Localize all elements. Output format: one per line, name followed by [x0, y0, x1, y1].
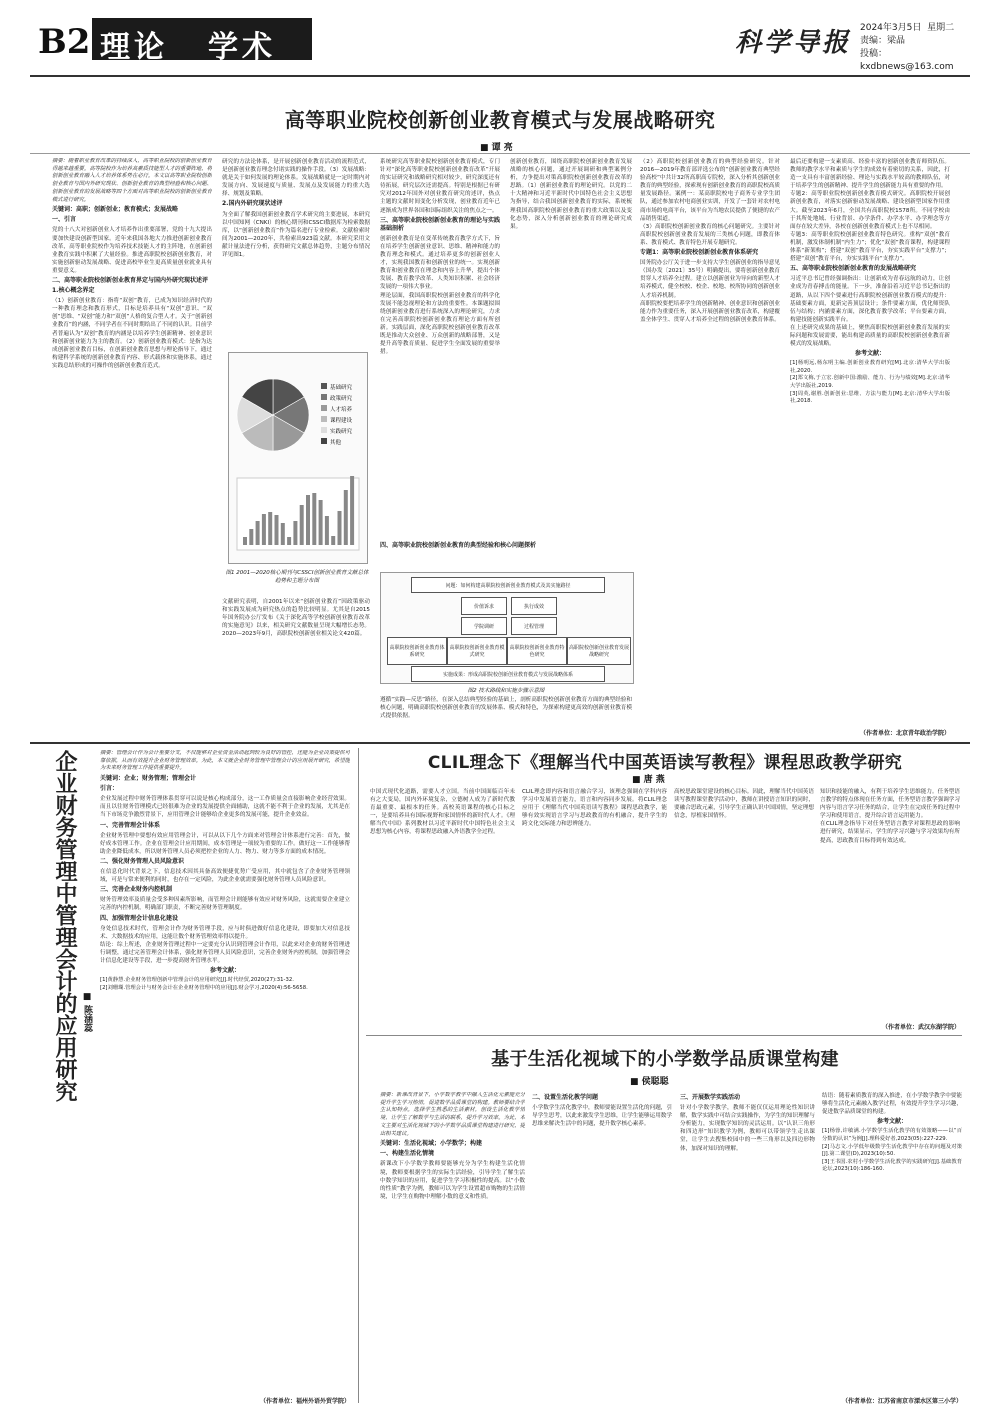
article1-ref-1: [1]杨明远,杨东明主编.创新创业教育研究[M].北京:清华大学出版社,2020. — [790, 360, 950, 374]
article4-p3: 针对小学数学教学，教师不能仅仅运用理论性知识讲解，数学实践中可结合实践操作，为学生的知识理解与分析能力，实现数学知识的灵活运用。以“认识三角形和四边形”知识教学为例，教师可以带领学生走出课堂，让学生去搜集校园中的一些三角形以及四边形物体，加深对知识的理解。 — [680, 1105, 815, 1152]
article1-sec2: 二、高等职业院校创新创业教育界定与国内外研究现状述评 — [52, 276, 209, 284]
article2-intro: 企业发展过程中财务管理体系贯穿可以说是核心构成部分，这一工作质量会直接影响企业经营效果。而且以往财务管理模式已经很难为企业的发展提供全面辅助，这就不能不利于企业的发展，尤其是在当下市场竞争激烈背景下，应用管理会计能够给企业更多的发展可能，提升企业效益。 — [100, 796, 350, 819]
article1-p12: （3）高职院校创新创业教育的核心问题研究。主要针对高职院校创新创业教育发展的三类核心问题，即教育体系、教育模式、教育特色开展专题研究。 — [640, 223, 780, 246]
article1-p6: 系统研究高等职业院校创新创业教育模式，专门针对“深化高等职业院校创新创业教育改革”开展的实证研究和战略研究相对较少，研究深度还有待拓展，研究层次还需提高。特别是根据已有研究对2012年国外对创业教育研究的述评，热点主题的文献时间变化分析发现，创业教育近年已逐渐成为世界各国和国际组织关注的焦点之一。 — [380, 159, 500, 214]
article4-footer: （作者单位：江苏省南京市溧水区第三小学） — [841, 1398, 962, 1405]
article3-title: CLIL理念下《理解当代中国英语读写教程》课程思政教学研究 — [427, 753, 903, 773]
page-header — [30, 12, 970, 74]
article4-ref-3: [3]王书国.农村小学数学生活化教学的实践研究[J].基础教育论坛,2023(10):186-160. — [822, 1158, 962, 1173]
article2-p3: 财务管理效率及质量会受多种因素所影响，而管理会计则能够有效应对财务风险，这就需要企业建立完善的内控机制，明确部门职责，不断完善财务管理制度。 — [100, 897, 350, 912]
figure1-bar — [338, 511, 342, 545]
figure1-caption: 图1 2001—2020核心期刊与CSSCI创新创业教育文献总体趋势和主题分布图 — [225, 570, 369, 584]
article1-refs-title: 参考文献： — [854, 350, 885, 358]
figure1-legend-swatch — [321, 427, 327, 433]
figure1-bar — [306, 495, 310, 545]
article1-p16: 专题2：高等职业院校创新创业教育模式研究。高职院校开展创新创业教育，对落实创新驱动发展战略、建设创新型国家作用重大。截至2023年6月，全国共有高职院校1578所。不同学校由于其所处地域、行业背景、办学条件、办学水平、办学理念等方面存在较大差异，各校在创新创业教育模式上也不尽相同。 — [790, 191, 950, 230]
masthead-logo: 科学导报 — [735, 28, 852, 58]
article1-author: ■ 谭 亮 — [480, 143, 513, 153]
article1-p19: 在上述研究成果的基础上，聚焦高职院校创新创业教育发展的实际问题和发展需要，能出构建高质量的高职院校创新创业教育新模式的发展战略。 — [790, 324, 950, 348]
article4-ref-1: [1]杨蓉,许敏满.小学数学生活化教学的有效策略——以“百分数的认识”为例[J].理科爱好者,2023(05):227-229. — [822, 1128, 962, 1142]
article4-col3 — [680, 1092, 815, 1402]
article1-p4: 为全面了解我国创新创业教育学术研究的主要进展，本研究以中国知网（CNKI）的核心期刊和CSSCI数据库为检索数据库，以“创新创业教育”作为篇名进行专业检索。文献检索时间为2001—2020年，共检索出923篇文献。本研究采用文献计量法进行分析，获得研究文献总体趋势，主题分布情况详见图1。 — [222, 211, 370, 259]
figure1-legend-swatch — [321, 405, 327, 411]
article4-col4 — [822, 1092, 962, 1394]
article3-col3 — [674, 788, 814, 1018]
article3-p5: 在CLIL理念指导下对任务型语言教学对课程思政的影响进行研究，结果显示，学生的学习兴趣与学习效果均有所提高，思政教育目标得到有效达成。 — [820, 821, 960, 844]
figure2 — [380, 572, 634, 684]
article1-col4 — [510, 158, 632, 538]
article1-title: 高等职业院校创新创业教育模式与发展战略研究 — [284, 108, 716, 132]
article2-body — [100, 750, 350, 1398]
article4-abstract: 摘要：新课改背景下，小学数学教学中融入生活化元素能充分提升学生学习热情，促进数学品质课堂的构建。教师要结合学生认知特点，选择学生熟悉的生活素材，创设生活化教学情境，让学生了解数学与生活的联系，提升学习效率。为此，本文主要对生活化视域下的小学数学品质课堂构建进行研究，提出相关建议。 — [380, 1092, 525, 1137]
article3-col2 — [522, 788, 667, 1018]
article4-keywords: 关键词：生活化视域；小学数学；构建 — [380, 1140, 483, 1148]
figure2-box-7: 高职院校创新创业教育特色研究 — [507, 637, 567, 665]
figure2-caption: 图2 技术路线和实施步骤示意图 — [467, 688, 545, 694]
article2-refs-title: 参考文献： — [209, 967, 240, 975]
figure1-legend-label: 其他 — [330, 440, 342, 446]
figure1-bar — [268, 512, 272, 545]
article2-author — [80, 992, 94, 1032]
figure1-legend-swatch — [321, 383, 327, 389]
article1-col6 — [790, 158, 950, 678]
article1-p8: 理论层面，我国高职院校创新创业教育的科学化发展不能忽视理论和方法的重要性。本课题拟围绕创新创业教育进行系统深入的理论研究，力求在完善高职院校创新创业教育理论方面有所创新。实践层面，深化高职院校创新创业教育改革既是推动大众创业、万众创新的战略部署，又是提升高等教育质量、促进学生全面发展的重要举措。 — [380, 292, 500, 356]
article2-footer: （作者单位：福州外语外贸学院） — [259, 1398, 350, 1405]
article3-p2: CLIL理念即内容和语言融合学习，该理念强调在学科内容学习中发展语言能力，语言和内容同步发展。将CLIL理念应用于《理解当代中国英语读写教程》课程思政教学，能够有效实现语言学习与思政教育的有机融合，提升学生的跨文化交际能力和思辨能力。 — [522, 789, 667, 828]
figure1-legend-label: 政策研究 — [330, 396, 353, 402]
figure1-bar — [256, 521, 260, 545]
article3-p4: 知识和技能的融入，有利于培养学生思维能力。任务型语言教学的特点体现在任务方面，任务型语言教学强调学习内容与语言学习任务的结合，让学生在完成任务的过程中学习和使用语言，提升综合语言运用能力。 — [820, 789, 960, 820]
article3-p3: 高校思政课堂建设的核心目标。因此，理解当代中国英语读写教程课堂教学活动中，教师在讲授语言知识的同时，要融合思政元素，引导学生正确认识中国国情，坚定理想信念，厚植家国情怀。 — [674, 789, 814, 820]
article1-col1 — [52, 158, 212, 738]
figure1-bar — [350, 476, 354, 545]
article4-author: ■ 侯聪聪 — [630, 1077, 669, 1087]
article1-sec4: 四、高等职业院校创新创业教育的典型经验和核心问题探析 — [380, 542, 537, 549]
article1-p10: 创新创业教育，围绕高职院校创新创业教育发展战略的核心问题，通过开展调研和典型案例分析，力争提出对策高职院校创新创业教育改革的思路。（1）创新创业教育的理论研究。以党的二十大精神和习近平新时代中国特色社会主义思想为指导，结合我国创新创业教育的实际，系统梳理我国高职院校创新创业教育的重大政策以及变化态势，深入分析创新创业教育的理论研究成果。 — [510, 159, 632, 230]
article1-sec3: 三、高等职业院校创新创业教育的理论与实践基础剖析 — [380, 216, 500, 232]
article2-intro-title: 引言： — [100, 785, 119, 793]
article2-sec4: 四、加强管理会计信息化建设 — [100, 914, 179, 922]
article4-conclusion: 结语：随着素质教育的深入推进，在小学数学教学中要能够将生活化元素融入教学过程，有效提升学生学习兴趣，促进数学品质课堂的构建。 — [822, 1093, 962, 1116]
article1-col3c — [380, 696, 632, 740]
figure1-legend-label: 课程建设 — [330, 418, 353, 424]
section-title-tail: 学术 — [208, 30, 276, 65]
article4-col1 — [380, 1092, 525, 1402]
article4-ref-2: [2]马志文.小学低年级数学生活化教学中存在的问题及对策[J].第二课堂(D),2023(10):50. — [822, 1143, 962, 1158]
article1-sec1: 一、引言 — [52, 216, 77, 224]
article3-4-rule — [366, 1035, 962, 1036]
article1-sec5-intro: 专题1：高等职业院校创新创业教育体系研究 — [640, 249, 759, 257]
article2-p2: 在信息化时代背景之下，信息技术因其具备高效便捷优势广受应用，其中就包含了企业财务管理领域，可是与常来便利的同时，也存在一定风险，为此企业就需要强化财务管理人员风险意识。 — [100, 869, 350, 884]
figure1-bar — [293, 521, 297, 545]
figure1-bar — [275, 515, 279, 545]
article2-ref-1: [1]黄静慧.企业财务管理创新中管理会计的应用研究[J].时代经贸,2020(27):31-32. — [100, 977, 294, 984]
figure2-box-1: 价值诉求 — [461, 597, 507, 615]
figure1-pie — [237, 379, 309, 451]
article1-rule — [30, 153, 970, 154]
article2-sec1: 一、完善管理会计体系 — [100, 821, 161, 829]
header-rule — [30, 75, 970, 77]
article1-p17: 专题3：高等职业院校创新创业教育特色研究。重构“双创”教育机制，激发体制机制“内生力”；优化“双创”教育课程，构建课程体系“新架构”；搭建“双创”教育平台，夯实实践平台“支撑力”；搭建“双创”教育平台，夯实实践平台“支撑力”。 — [790, 231, 950, 263]
article4-p1: 新课改下小学数学教师要能够充分为学生构建生活化情境，教师要根据学生的实际生活经验，引导学生了解生活中数学知识的应用，促进学生学习积极性的提高。以“小数的性质”教学为例，教师可以为学生设置超市购物的生活情境，让学生在购物中理解小数的意义和性质。 — [380, 1161, 525, 1200]
article1-p1: 党的十八大对创新创业人才培养作出重要部署，党的十九大提出要加快建设创新型国家。近年来我国各地大力推进创新创业教育改革，高等职业院校作为培养技术技能人才的主阵地，在创新创业教育实践中积累了大量经验。推进高职院校创新创业教育，对实施创新驱动发展战略、促进高校毕业生更高质量创业就业具有重要意义。 — [52, 227, 212, 274]
article1-p13: 国务院办公厅关于进一步支持大学生创新创业的指导意见（国办发〔2021〕35号）明确提出，要将创新创业教育贯穿人才培养全过程。建立以创新创业为导向的新型人才培养模式，健全校校、校企、校地、校所协同的创新创业人才培养机制。 — [640, 260, 780, 299]
article3-col1 — [370, 788, 515, 1018]
article4-title: 基于生活化视域下的小学数学品质课堂构建 — [491, 1049, 839, 1070]
article2-sec3: 三、完善企业财务内控机制 — [100, 886, 173, 894]
article3-col4 — [820, 788, 960, 1018]
figure1-legend — [321, 383, 353, 446]
article2-title — [32, 750, 78, 1160]
article2-keywords: 关键词：企业；财务管理；管理会计 — [100, 775, 197, 783]
figure1-legend-swatch — [321, 394, 327, 400]
figure1-bar — [281, 523, 285, 545]
article1-p3: 研究的方法论体系，是开展创新创业教育活动的流程范式，是创新创业教育理念付诸实践的操作手段。（3）发展战略：就是关于如何发展的理论体系。发展战略就是一定时期内对发展方向、发展速度与质量、发展点及发展能力的重大选择、规划及策略。 — [222, 159, 370, 198]
editor-line: 责编：梁晶 — [860, 36, 906, 46]
figure1-bar — [287, 537, 291, 545]
article2-author-text: ■ 陈涵蕊 — [82, 992, 92, 1033]
article1-p7: 创新创业教育是在变革传统教育教学方式下，旨在培养学生创新创业意识、思维、精神和能力的教育理念和模式。通过培养更多的创新创业人才，实现我国教育和创新创业的统一。实现创新教育和创业教育在理念和内容上升华，提出个体发展、教育教学改革、人类知识积累、社会经济发展的一项伟大事业。 — [380, 235, 500, 291]
article4-col2 — [532, 1092, 672, 1402]
article3-p1: 中国式现代化道路，需要人才立国。当前中国面临百年未有之大变局，国内外环境复杂，立德树人成为了新时代教育最重要、最根本的任务。高校英语课程的核心目标之一，是要培养具有国际视野和家国情怀的新时代人才。《理解当代中国》系列教材以习近平新时代中国特色社会主义思想为核心内容，将课程思政融入外语教学全过程。 — [370, 789, 515, 836]
figure2-bottom-label: 实施成果：形成高职院校创新创业教育模式与发展战略体系 — [411, 666, 605, 682]
figure1-bar — [249, 529, 253, 545]
article1-ref-3: [3]周英,谢胜.创新创业:思维、方法与能力[M].北京:清华大学出版社,2018. — [790, 390, 950, 405]
figure1-legend-label: 基础研究 — [330, 385, 353, 391]
mid-rule — [30, 742, 970, 744]
weekday: 星期二 — [927, 23, 955, 33]
article1-p2: （1）创新创业教育：指将“双创”教育，已成为知识经济时代的一种教育理念和教育形式，目标是培养具有“双创”意识、“双创”思维、“双创”能力和“双创”人格的复合型人才。关于“创新创业教育”的内涵，不同学者在不同时期给出了不同的认识。目前学者普遍认为“双创”教育的内涵是以培养学生创新精神、创业意识和创新创业能力为主的教育。（2）创新创业教育模式：是指为达成创新创业教育目标，在创新创业教育思想与理论指导下，通过构建科学系统的创新创业教育内容、形式载体和实施体系，通过实践总结形成的可操作的创新创业教育范式。 — [52, 298, 212, 369]
header-meta — [860, 22, 980, 72]
article2-conclusion: 结论：综上所述，企业财务管理过程中一定要充分认识到管理会计作用，以此来对企业的财务管理进行调整，通过完善管理会计体系，强化财务管理人员风险意识，完善企业财务内控机制，加强管理会计信息化建设等手段，进一步提高财务管理水平。 — [100, 941, 350, 964]
page-code: B2 — [38, 22, 91, 62]
figure2-top-label: 问题：如何构建高职院校创新创业教育模式及其实施路径 — [411, 577, 605, 593]
article2-title-text: 企业财务管理中管理会计的应用研究 — [52, 750, 78, 1102]
article1-sec6: 五、高等职业院校创新创业教育的发展战略研究 — [790, 265, 917, 273]
article1-abstract: 摘要：随着职业教育改革的持续深入，高等职业院校的创新创业教育得越来越重要。高等院校作为培养高素质技能型人才的重要阵地，将创新创业教育融入人才培养体系势在必行。本文以高等职业院校创新创业教育与国内外研究现状、创新创业教育的典型经验和核心问题、创新创业教育的发展战略等四个方面对高等职业院校的创新创业教育模式进行研究。 — [52, 158, 212, 203]
article2-abstract: 摘要：管理会计作为会计重要分支，不仅能够对企业资金活动起到较为良好的管控，还能为企业决策提供可靠依据，从而有效提升企业财务管理效率。为此，本文就企业财务管理中管理会计的应用展开研究，希望能为未来财务管理工作提供重要提升。 — [100, 750, 350, 772]
figure1-bar — [300, 505, 304, 545]
article2-p1: 企业财务管理中要想有效应用管理会计，可以从以下几个方面来对管理会计体系进行完善：首先，做好成本管理工作。企业在管理会计应用期间，成本管理是一项较为重要的工作。做好这一工作能够帮助企业降低成本，所以财务管理人员必须把控企业的人力、物力、财力等多方面的成本情况。 — [100, 832, 350, 855]
figure2-box-3: 学院调研 — [461, 617, 507, 635]
figure2-box-2: 执行成效 — [511, 597, 557, 615]
figure1-chart — [229, 353, 367, 563]
figure1-bar — [344, 490, 348, 545]
figure1-bar — [331, 536, 335, 545]
article4-sec2: 二、设置生活化教学问题 — [532, 1094, 599, 1101]
article2-p4: 身处信息技术时代，管理会计作为财务管理手段，应与时俱进做好信息化建设，即要加大对信息技术、大数据技术的应用，这能让数个财务管理效率得以提升。 — [100, 925, 350, 940]
article1-p15: 最后还要构建一支素质高、经验丰富的创新创业教育师资队伍。教师的教学水平和素质与学生的成效有着密切的关系，因此，打造一支具有丰富创新经验、理论与实践水平较高的教师队伍，对于培养学生的创新精神、提升学生的创新能力具有重要的作用。 — [790, 159, 950, 190]
figure1 — [228, 352, 368, 564]
article1-col5 — [640, 158, 780, 738]
figure2-box-5: 高职院校创新创业教育体系研究 — [387, 637, 447, 665]
article4-p2: 小学数学生活化教学中，教师要能设置生活化的问题，引导学生思考，以此来激发学生思维，让学生能够运用数学思维来解决生活中的问题，提升数学核心素养。 — [532, 1105, 672, 1128]
figure1-bar — [312, 493, 316, 545]
vertical-divider — [358, 748, 359, 1403]
article1-ref-2: [2]郑文梅,于立宏.创新中国:激励、能力、行为与绩效[M].北京:清华大学出版社,2019. — [790, 375, 950, 390]
article1-p5: 文献研究表明，自2001年以来“创新创业教育”因政策驱动和实践发展成为研究热点的趋势比较明显。尤其是自2015年国务院办公厅发布《关于深化高等学校创新创业教育改革的实施意见》以来，相关研究文献数量呈现大幅增长态势。2020—2023年9月，高职院校创新创业相关论文420篇。 — [222, 599, 370, 638]
figure2-box-8: 高职院校创新创业教育发展战略研究 — [567, 637, 631, 665]
article3-footer: （作者单位：武汉东湖学院） — [881, 1024, 960, 1031]
figure1-bar — [325, 516, 329, 545]
issue-date: 2024年3月5日 — [860, 23, 922, 33]
article1-p9: 遵循“实践—反思”路径，在深入总结典型经验的基础上，剖析高职院校创新创业教育方面的典型经验和核心问题，明确高职院校创新创业教育的发展体系、模式和特色，为探索构建更高效的创新创业教育模式提供依据。 — [380, 697, 632, 720]
article1-p14: 高职院校要把培养学生的创新精神、创业意识和创新创业能力作为重要任务，深入开展创新创业教育改革，构建覆盖全体学生、贯穿人才培养全过程的创新创业教育体系。 — [640, 300, 780, 323]
section-title: 理论 — [100, 30, 168, 65]
figure1-bar — [262, 514, 266, 545]
figure1-bar — [243, 537, 247, 545]
article1-p18: 习近平总书记曾经强调指出：让创新成为青春远航的动力，让创业成为青春搏击的能量。下一步，准备沿着习近平总书记指出的道路，从以下四个要素进行高职院校创新创业教育模式的提升：基础要素方面，更新完善顶层设计；条件要素方面，优化师资队伍与结构；内涵要素方面，深化教育教学改革；平台要素方面，构建技能创新实践平台。 — [790, 276, 950, 323]
email-line: 投稿：kxdbnews@163.com — [860, 49, 954, 72]
article1-sub21: 1.核心概念界定 — [52, 287, 95, 295]
article1-keywords: 关键词：高职；创新创业；教育模式；发展战略 — [52, 206, 179, 214]
article1-col2b — [222, 598, 370, 738]
figure1-bar — [319, 500, 323, 545]
article1-sub22: 2.国内外研究现状述评 — [222, 200, 283, 208]
article4-sec1: 一、构建生活化情境 — [380, 1150, 435, 1158]
article1-p11: （2）高职院校创新创业教育的典型经验研究。针对2016—2019年教育部评选公布的“创新创业教育典型经验高校”中共计32所高职高专院校，深入分析其创新创业教育的典型经验，探索现有创新创业教育的高职院校高质量发展路径。案例一：某高职院校电子商务专业学生团队，通过参加农村电商创业实训，开发了一套针对农村电商市场的电商平台，该平台为当地农民提供了便捷的农产品销售渠道。 — [640, 159, 780, 222]
figure1-legend-swatch — [321, 438, 327, 444]
figure2-box-6: 高职院校创新创业教育模式研究 — [447, 637, 507, 665]
article4-refs-title: 参考文献： — [876, 1118, 907, 1126]
article4-sec3: 三、开展数学实践活动 — [680, 1094, 741, 1101]
article1-footer: （作者单位：北京青年政治学院） — [859, 730, 950, 737]
figure1-legend-swatch — [321, 416, 327, 422]
article1-col3b — [380, 540, 632, 570]
article2-sec2: 二、强化财务管理人员风险意识 — [100, 857, 185, 865]
figure2-box-4: 过程管理 — [511, 617, 557, 635]
figure1-legend-label: 实践研究 — [330, 429, 353, 435]
figure1-legend-label: 人才培养 — [330, 407, 353, 413]
article2-ref-2: [2]刘珊瑚.管理会计与财务会计在企业财务管理中的应用[J].财会学习,2020(4):56-5658. — [100, 984, 308, 991]
article3-author: ■ 唐 燕 — [632, 775, 665, 785]
